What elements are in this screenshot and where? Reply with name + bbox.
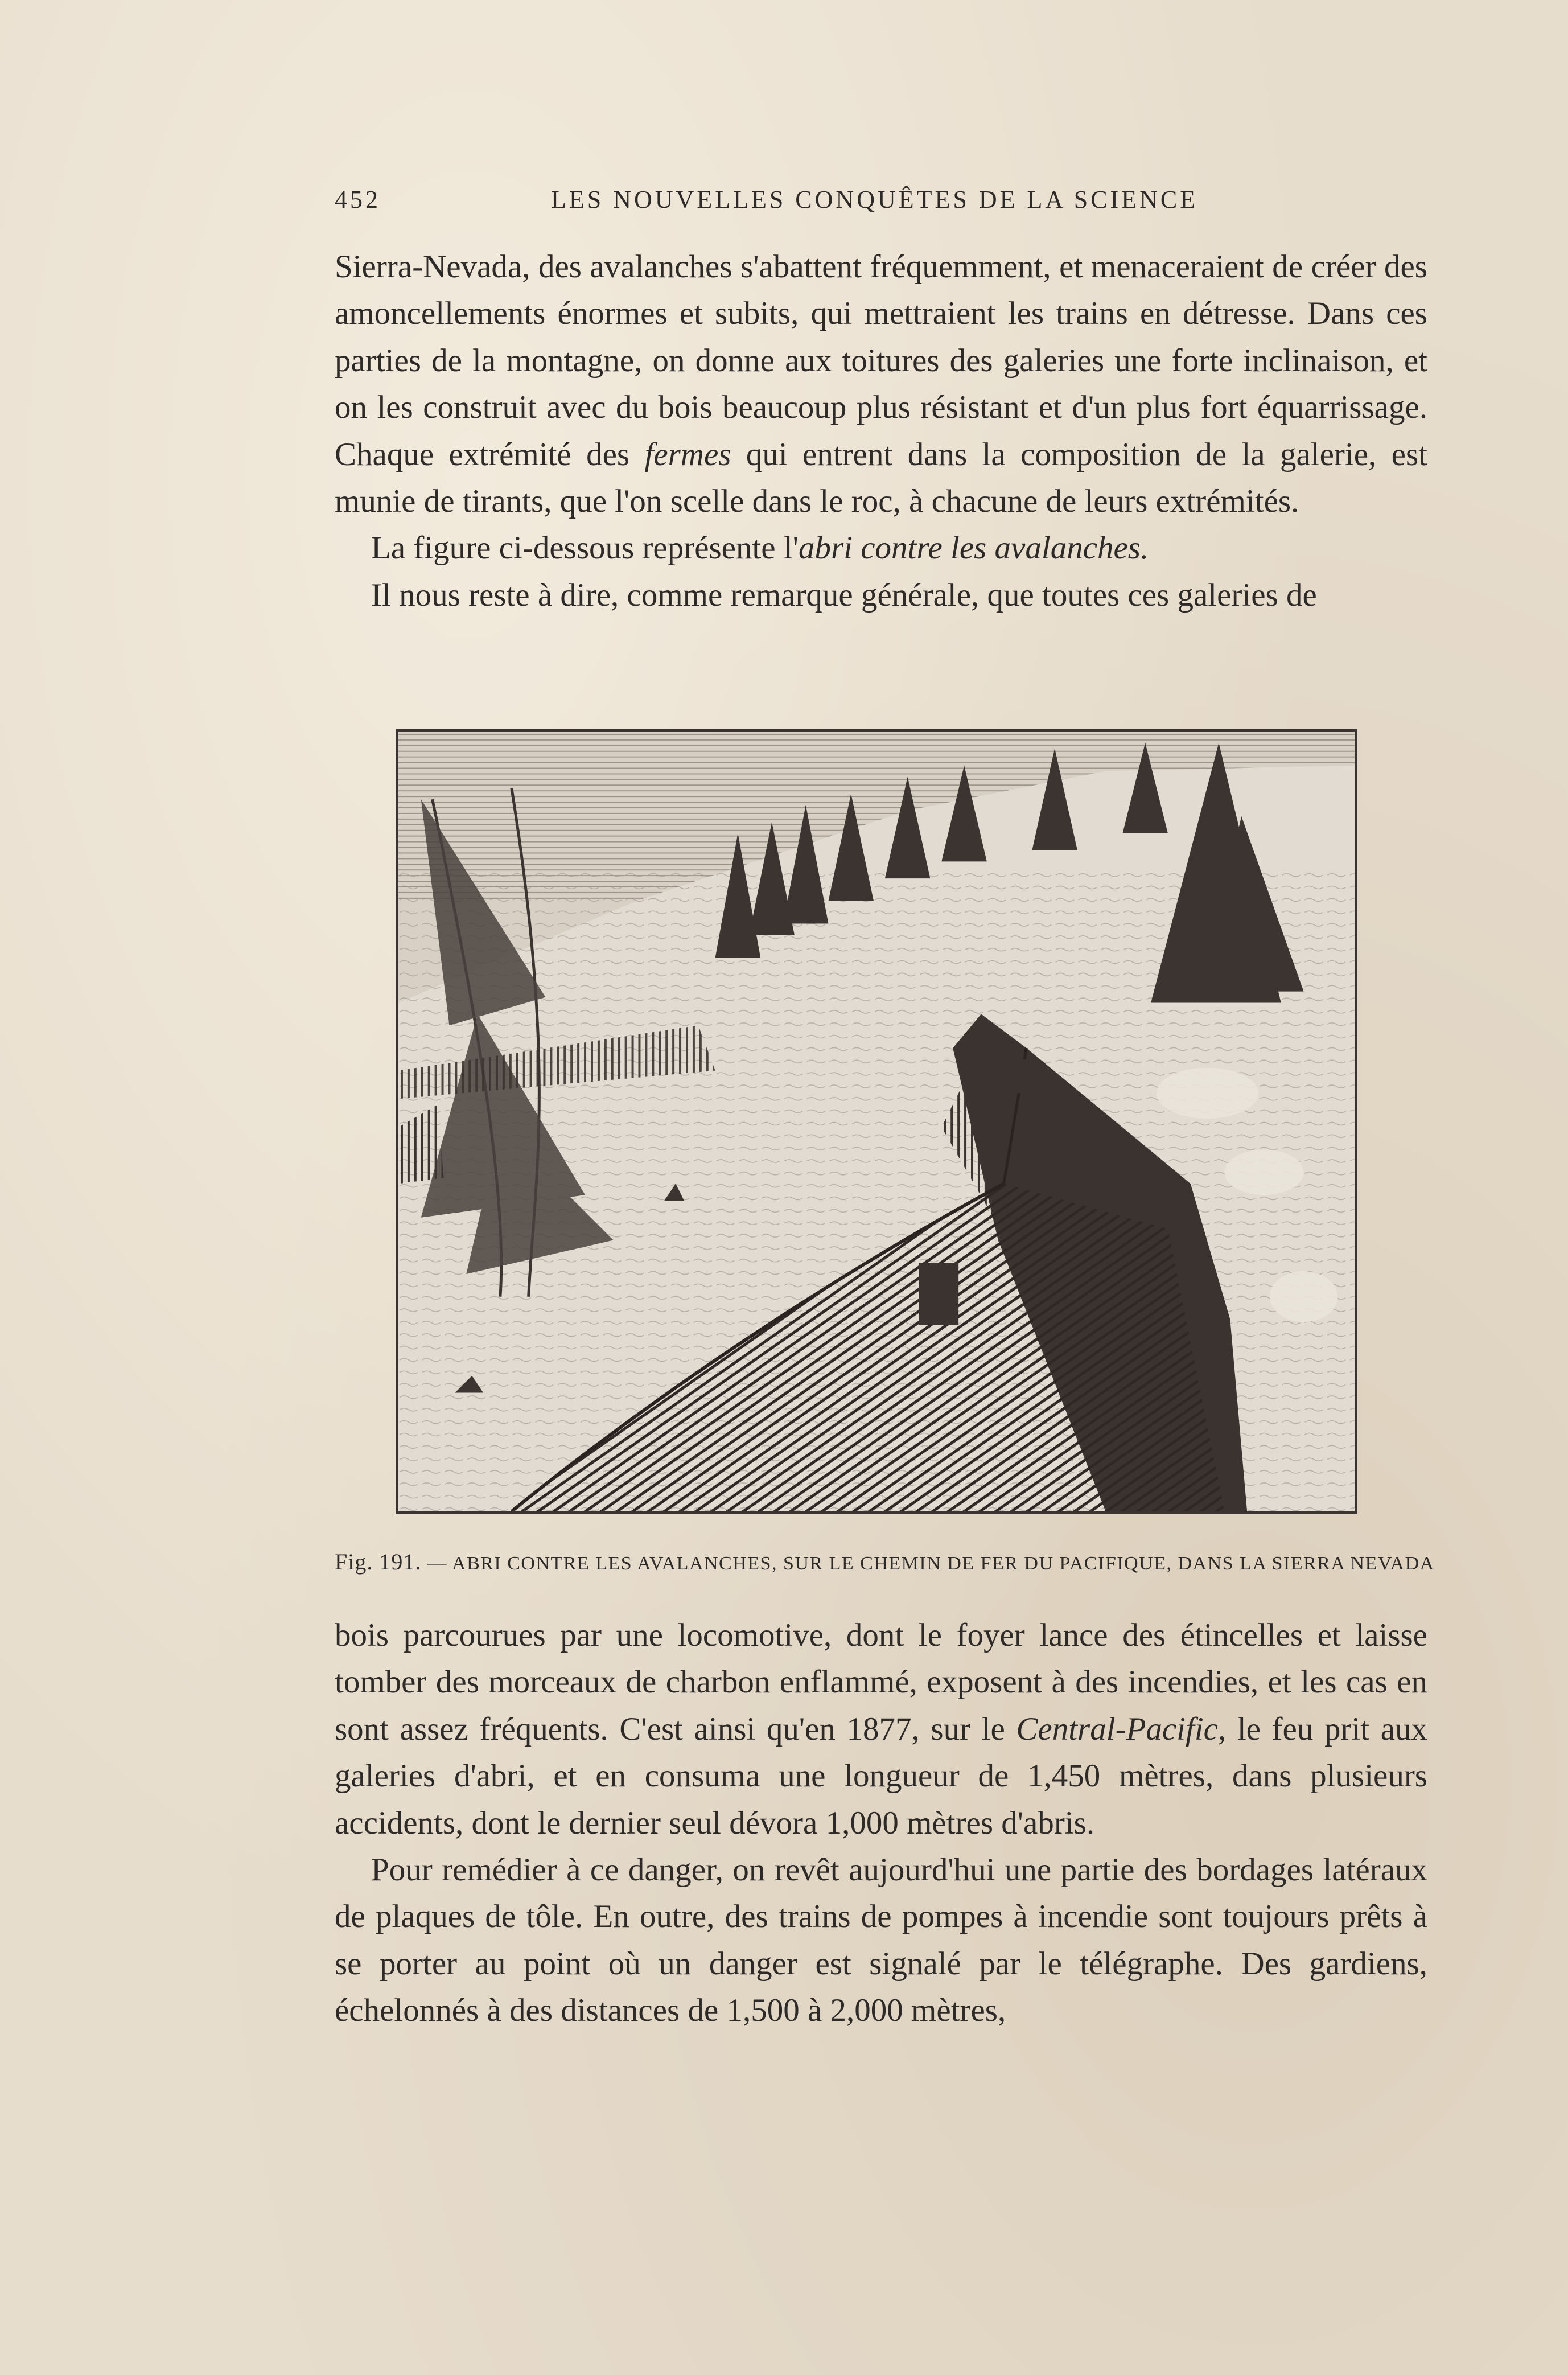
top-text-block bbox=[335, 244, 1427, 619]
bottom-text-block bbox=[335, 1612, 1427, 2035]
paragraph-3: Il nous reste à dire, comme remarque générale, que toutes ces galeries de bbox=[371, 577, 1317, 613]
paragraph-4: bois parcourues par une locomotive, dont le foyer lance des étincelles et laisse tomber des morceaux de charbon enflammé, exposent à des incendies, et les cas en sont assez fréquents. C'est ainsi qu'en 1877, sur le Central-Pacific, le feu prit aux galeries d'abri, et en consuma une longueur de 1,450 mètres, dans plusieurs accidents, dont le dernier seul dévora 1,000 mètres d'abris. bbox=[335, 1617, 1427, 1841]
avalanche-shelter-engraving bbox=[398, 732, 1355, 1511]
paragraph-5: Pour remédier à ce danger, on revêt aujourd'hui une partie des bordages latéraux de plaques de tôle. En outre, des trains de pompes à incendie sont toujours prêts à se porter au point où un danger est signalé par le télégraphe. Des gardiens, échelonnés à des distances de 1,500 à 2,000 mètres, bbox=[335, 1852, 1427, 2029]
paragraph-2: La figure ci-dessous représente l'abri contre les avalanches. bbox=[371, 530, 1149, 566]
engraving-illustration bbox=[396, 729, 1357, 1514]
italic-term-central-pacific: Central-Pacific bbox=[1016, 1711, 1218, 1747]
italic-term-abri: abri contre les avalanches. bbox=[798, 530, 1149, 566]
italic-term-fermes: fermes bbox=[644, 436, 731, 472]
figure-caption-text: — ABRI CONTRE LES AVALANCHES, SUR LE CHEMIN DE FER DU PACIFIQUE, DANS LA SIERRA NEVADA bbox=[421, 1553, 1435, 1574]
running-header bbox=[335, 185, 1427, 219]
running-title: LES NOUVELLES CONQUÊTES DE LA SCIENCE bbox=[551, 186, 1199, 213]
page-number: 452 bbox=[335, 186, 381, 213]
paragraph-1: Sierra-Nevada, des avalanches s'abattent fréquemment, et menaceraient de créer des amoncellements énormes et subits, qui mettraient les trains en détresse. Dans ces parties de la montagne, on donne aux toitures des galeries une forte inclinaison, et on les construit avec du bois beaucoup plus résistant et d'un plus fort équarrissage. Chaque extrémité des fermes qui entrent dans la composition de la galerie, est munie de tirants, que l'on scelle dans le roc, à chacune de leurs extrémités. bbox=[335, 249, 1427, 520]
figure-label: Fig. 191. bbox=[335, 1549, 422, 1575]
figure-caption bbox=[335, 1548, 1435, 1575]
